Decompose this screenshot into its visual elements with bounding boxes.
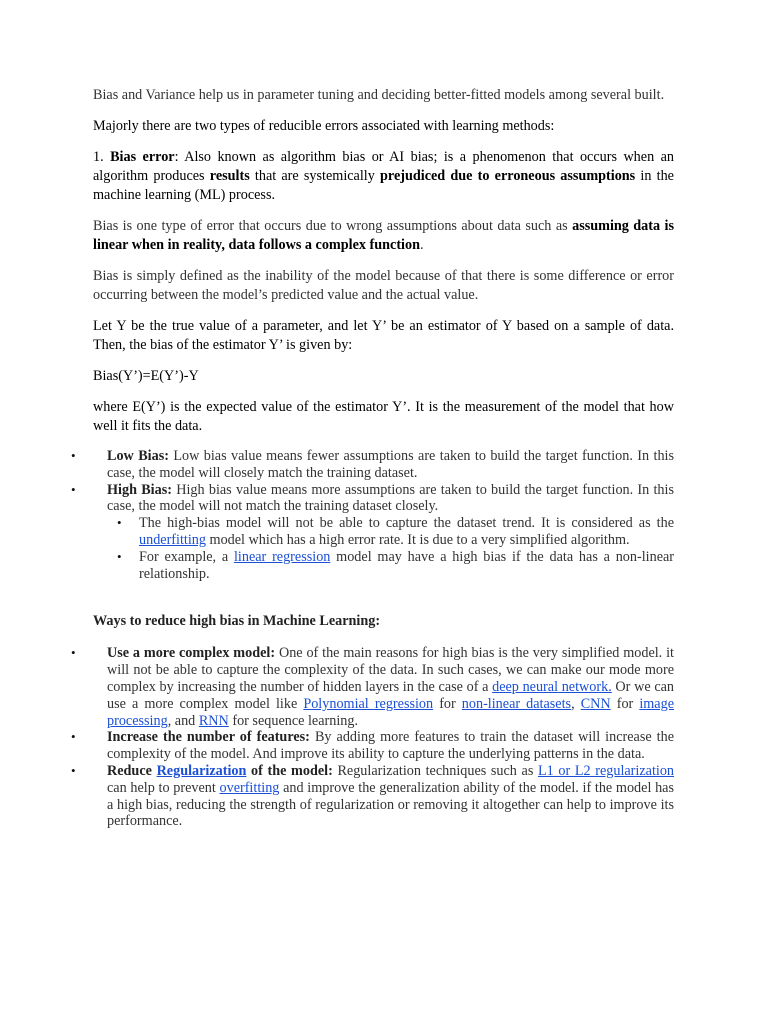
- overfitting-link[interactable]: overfitting: [219, 779, 280, 796]
- text-run: For example, a: [139, 548, 234, 565]
- reduce-label: Reduce: [107, 762, 157, 779]
- features-label: Increase the number of features:: [107, 729, 310, 746]
- high-bias-label: High Bias:: [107, 481, 172, 498]
- list-item-high-bias: [79, 482, 674, 583]
- text-run: High bias value means more assumptions are taken to build the target function. In this case, the model will not match the training dataset closely.: [107, 481, 674, 515]
- text-run: The high-bias model will not be able to capture the dataset trend. It is considered as the: [139, 515, 674, 532]
- intro-paragraph: Bias and Variance help us in parameter tuning and deciding better-fitted models among several built.: [93, 87, 665, 103]
- list-item-complex-model: [79, 645, 674, 729]
- bias-levels-list: [79, 448, 674, 582]
- low-bias-label: Low Bias:: [107, 448, 169, 464]
- bias-type-paragraph: [93, 217, 674, 255]
- text-run: .: [419, 237, 424, 253]
- text-run: model which has a high error rate. It is due to a very simplified algorithm.: [205, 531, 630, 548]
- expected-value-paragraph: where E(Y’) is the expected value of the estimator Y’. It is the measurement of the model that how well it fits the data.: [93, 399, 674, 434]
- text-run: model may have a high bias if the data has a non-linear relationship.: [139, 548, 675, 582]
- text-run: for sequence learning.: [228, 712, 359, 729]
- text-run: ,: [571, 695, 581, 712]
- text-run: By adding more features to train the dataset will increase the complexity of the model. And improve its ability to capture the underlying patterns in the data.: [107, 729, 674, 763]
- text-run: in the machine learning (ML) process.: [93, 168, 674, 203]
- text-run: : Also known as algorithm bias or AI bias; is a phenomenon that occurs when an algorithm produces: [93, 149, 675, 184]
- bold-prejudiced: prejudiced due to erroneous assumptions: [380, 168, 636, 184]
- bias-error-term: Bias error: [110, 149, 175, 165]
- of-model-label: of the model:: [246, 762, 333, 779]
- bias-formula: Bias(Y’)=E(Y’)-Y: [93, 368, 199, 384]
- list-item-regularization: [79, 763, 674, 830]
- rnn-link[interactable]: RNN: [198, 712, 229, 729]
- complex-model-label: Use a more complex model:: [107, 645, 276, 662]
- list-number: 1.: [93, 149, 111, 165]
- bias-definition-paragraph: Bias is simply defined as the inability of the model because of that there is some difference or error occurring between the model’s predicted value and the actual value.: [93, 268, 674, 303]
- text-run: , and: [167, 712, 199, 729]
- error-types-paragraph: Majorly there are two types of reducible errors associated with learning methods:: [93, 118, 555, 134]
- image-processing-link[interactable]: image processing: [107, 695, 674, 729]
- linear-regression-link[interactable]: linear regression: [233, 548, 331, 565]
- text-run: and improve the generalization ability of the model. if the model has a high bias, reducing the strength of regularization or removing it altogether can help to improve its performance.: [107, 779, 675, 830]
- section-heading: Ways to reduce high bias in Machine Learning:: [93, 613, 381, 630]
- text-run: for: [433, 695, 462, 712]
- sublist-item: [111, 515, 674, 549]
- deep-neural-network-link[interactable]: deep neural network.: [492, 678, 612, 695]
- polynomial-regression-link[interactable]: Polynomial regression: [303, 695, 434, 712]
- text-run: Low bias value means fewer assumptions are taken to build the target function. In this case, the model will closely match the training dataset.: [107, 448, 675, 481]
- text-run: Bias is one type of error that occurs due to wrong assumptions about data such as: [93, 218, 573, 234]
- list-item-features: [79, 729, 674, 763]
- bold-results: results: [209, 168, 250, 184]
- cnn-link[interactable]: CNN: [580, 695, 611, 712]
- sublist-item: [111, 549, 674, 583]
- underfitting-link[interactable]: underfitting: [139, 531, 206, 548]
- regularization-link[interactable]: Regularization: [156, 762, 247, 779]
- text-run: Regularization techniques such as: [332, 762, 538, 779]
- document-page: [93, 86, 674, 830]
- l1-l2-regularization-link[interactable]: L1 or L2 regularization: [538, 762, 675, 779]
- list-item-low-bias: [79, 448, 674, 482]
- bias-error-paragraph: [93, 148, 674, 205]
- estimator-paragraph: Let Y be the true value of a parameter, and let Y’ be an estimator of Y based on a sample of data. Then, the bias of the estimator Y’ is given by:: [93, 318, 674, 353]
- reduce-bias-list: [79, 645, 674, 830]
- text-run: that are systemically: [249, 168, 381, 184]
- text-run: can help to prevent: [107, 779, 220, 796]
- high-bias-sublist: [111, 515, 674, 582]
- bold-assuming: assuming data is linear when in reality, data follows a complex function: [93, 218, 674, 253]
- text-run: for: [610, 695, 640, 712]
- non-linear-datasets-link[interactable]: non-linear datasets: [461, 695, 572, 712]
- text-run: Or we can use a more complex model like: [107, 678, 675, 712]
- text-run: One of the main reasons for high bias is the very simplified model. it will not be able to capture the complexity of the data. In such cases, we can make our mode more complex by increasing the number of hidden layers in the case of a: [107, 645, 674, 695]
